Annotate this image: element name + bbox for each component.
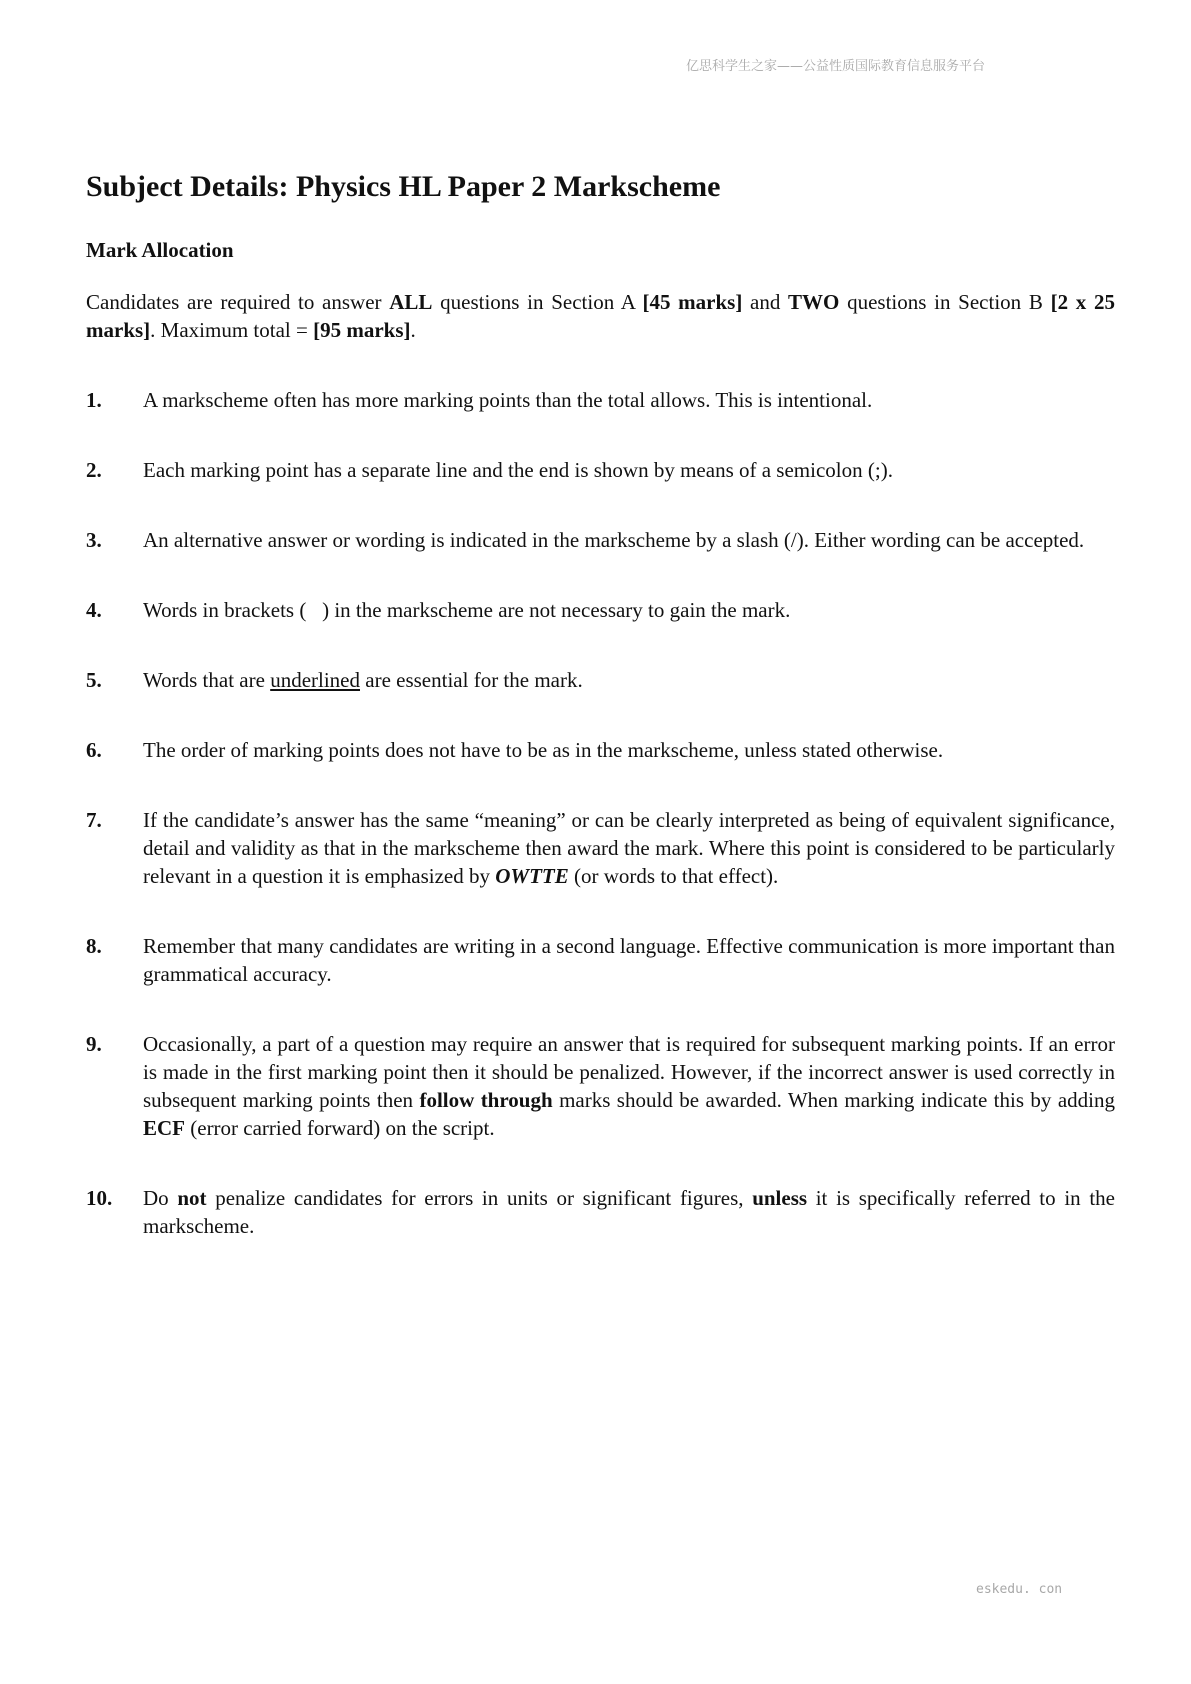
intro-text: .	[410, 318, 416, 342]
intro-emphasis-section-a-marks: [45 marks]	[642, 290, 743, 314]
intro-text: and	[742, 290, 789, 314]
point-text-part: (or words to that effect).	[568, 864, 779, 888]
point-text: A markscheme often has more marking points than the total allows. This is intentional.	[143, 388, 873, 412]
point-text-part: Occasionally, a part of a question may require an answer that is required for subsequent marking points. If an error is made in the first marking point then it should be penalized. However, if the incorrect answer is used correctly in subsequent marking points then	[143, 1032, 1115, 1112]
point-text: The order of marking points does not have to be as in the markscheme, unless stated otherwise.	[143, 738, 944, 762]
point-text	[143, 596, 1115, 624]
marking-point	[86, 932, 1115, 988]
point-text-part: Words in brackets (	[143, 598, 307, 622]
point-text-part: Words that are	[143, 668, 271, 692]
point-text-part: (error carried forward) on the script.	[185, 1116, 495, 1140]
intro-text: Candidates are required to answer	[86, 290, 390, 314]
point-text-part: penalize candidates for errors in units or significant figures,	[206, 1186, 753, 1210]
unless-emphasis: unless	[752, 1186, 808, 1210]
point-text: Remember that many candidates are writing in a second language. Effective communication is more important than grammatical accuracy.	[143, 934, 1115, 986]
point-text	[143, 1184, 1115, 1240]
point-text-part: are essential for the mark.	[360, 668, 583, 692]
header-watermark: 亿思科学生之家——公益性质国际教育信息服务平台	[686, 59, 986, 74]
point-text-part: marks should be awarded. When marking indicate this by adding	[552, 1088, 1115, 1112]
point-number: 8.	[86, 934, 102, 958]
point-text: Each marking point has a separate line and the end is shown by means of a semicolon (;).	[143, 458, 893, 482]
intro-text: questions in Section B	[839, 290, 1051, 314]
follow-through-emphasis: follow through	[419, 1088, 553, 1112]
underlined-word: underlined	[270, 668, 360, 692]
point-text	[143, 666, 1115, 694]
intro-text: . Maximum total =	[150, 318, 314, 342]
point-text-part: If the candidate’s answer has the same “meaning” or can be clearly interpreted as being of equivalent significance, detail and validity as that in the markscheme then award the mark. Where this point is considered to be particularly relevant in a question it is emphasized by	[143, 808, 1115, 888]
intro-emphasis-section-b-marks: [2 x 25 marks]	[86, 290, 1115, 342]
point-number: 3.	[86, 528, 102, 552]
intro-text: questions in Section A	[432, 290, 643, 314]
marking-point	[86, 1184, 1115, 1240]
page-title: Subject Details: Physics HL Paper 2 Markscheme	[86, 170, 721, 203]
marking-point	[86, 1030, 1115, 1142]
intro-paragraph	[86, 288, 1115, 344]
point-number: 10.	[86, 1186, 113, 1210]
marking-points-list	[86, 386, 1115, 1240]
point-number: 5.	[86, 668, 102, 692]
point-text	[143, 806, 1115, 890]
marking-point	[86, 666, 1115, 694]
bracket-gap	[306, 598, 322, 622]
point-text-part: Do	[143, 1186, 178, 1210]
marking-point	[86, 596, 1115, 624]
not-emphasis: not	[177, 1186, 207, 1210]
point-number: 6.	[86, 738, 102, 762]
document-body	[86, 168, 1115, 1282]
point-text	[143, 1030, 1115, 1142]
intro-emphasis-two: TWO	[788, 290, 840, 314]
marking-point	[86, 456, 1115, 484]
marking-point	[86, 386, 1115, 414]
point-number: 1.	[86, 388, 102, 412]
marking-point	[86, 736, 1115, 764]
point-text: An alternative answer or wording is indicated in the markscheme by a slash (/). Either wording can be accepted.	[143, 528, 1085, 552]
point-number: 7.	[86, 808, 102, 832]
footer-watermark: eskedu. con	[976, 1582, 1063, 1597]
section-heading-mark-allocation: Mark Allocation	[86, 238, 234, 262]
intro-emphasis-total-marks: [95 marks]	[313, 318, 411, 342]
intro-emphasis-all: ALL	[389, 290, 433, 314]
owtte-emphasis: OWTTE	[495, 864, 569, 888]
ecf-emphasis: ECF	[143, 1116, 185, 1140]
point-number: 4.	[86, 598, 102, 622]
marking-point	[86, 806, 1115, 890]
marking-point	[86, 526, 1115, 554]
point-text-part: it is specifically referred to in the markscheme.	[143, 1186, 1115, 1238]
point-text-part: ) in the markscheme are not necessary to gain the mark.	[322, 598, 791, 622]
point-number: 2.	[86, 458, 102, 482]
point-number: 9.	[86, 1032, 102, 1056]
